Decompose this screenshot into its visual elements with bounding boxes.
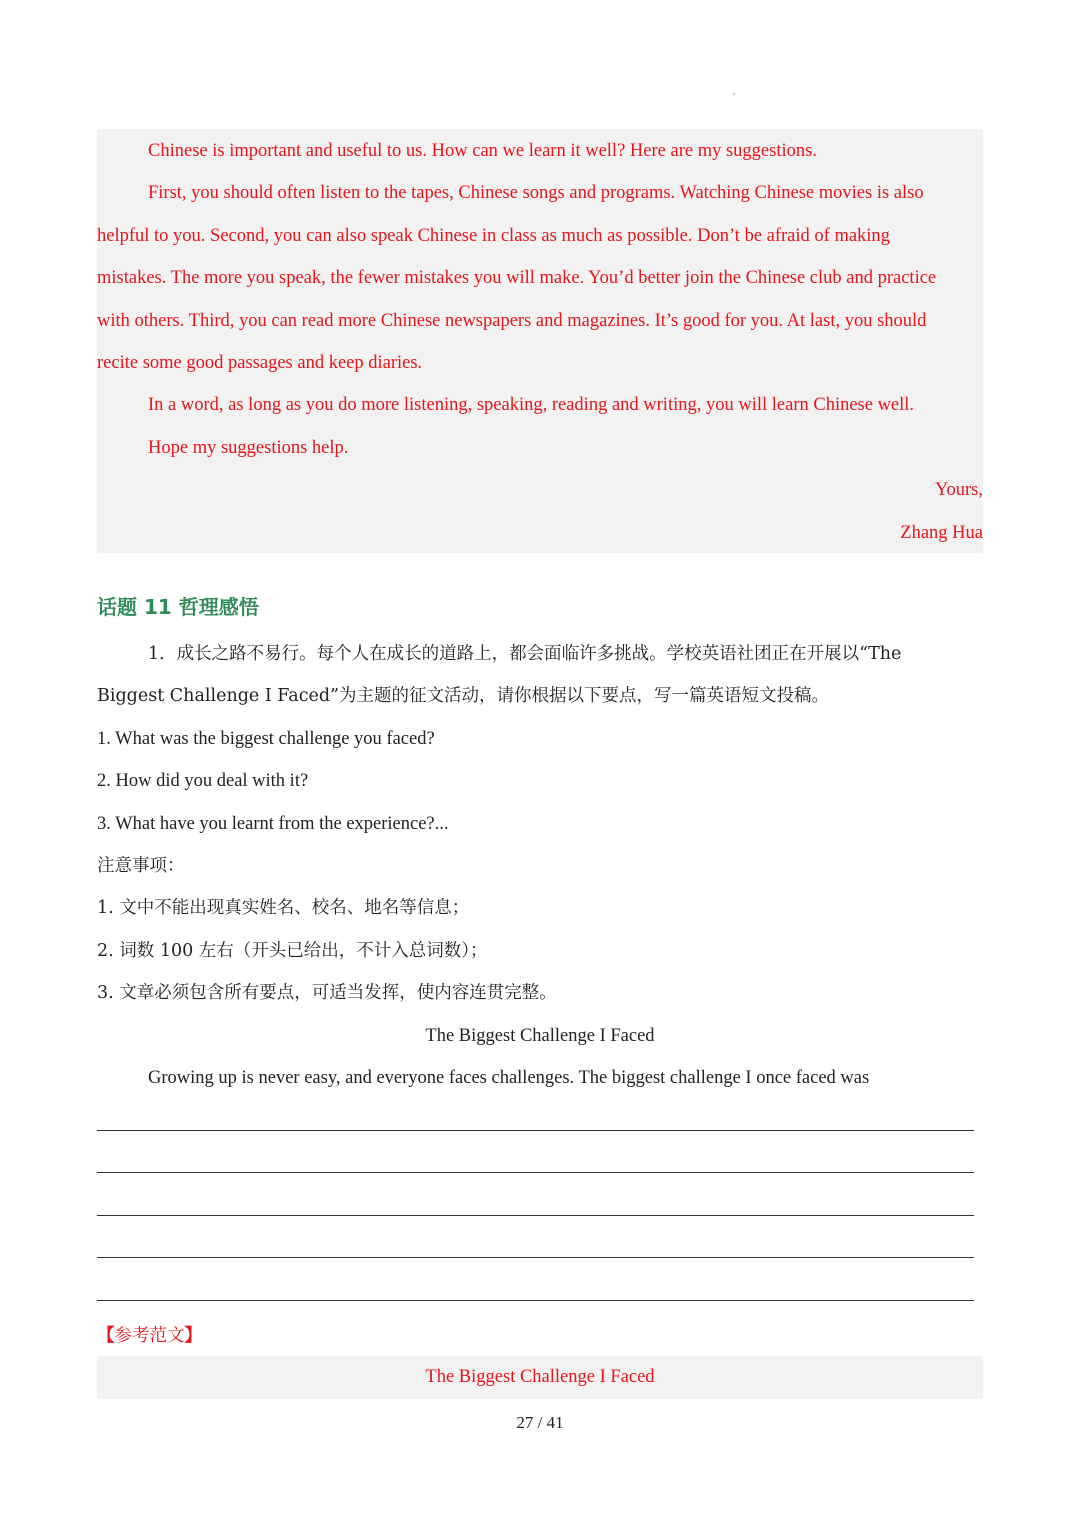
reference-title-bar [97,1356,983,1399]
answer-line: Hope my suggestions help. [148,438,349,458]
answer-line: In a word, as long as you do more listening, speaking, reading and writing, you will learn Chinese well. [148,395,915,415]
note-item: 1. 文中不能出现真实姓名、校名、地名等信息； [97,898,470,918]
answer-line: mistakes. The more you speak, the fewer mistakes you will make. You’d better join the Chinese club and practice [97,268,937,288]
notes-label: 注意事项： [97,856,185,876]
answer-line: recite some good passages and keep diaries. [97,353,423,373]
answer-line: Chinese is important and useful to us. How can we learn it well? Here are my suggestions. [148,141,817,161]
note-item: 3. 文章必须包含所有要点，可适当发挥，使内容连贯完整。 [97,983,557,1003]
reference-title: The Biggest Challenge I Faced [425,1367,655,1387]
answer-line: helpful to you. Second, you can also speak Chinese in class as much as possible. Don’t be afraid of making [97,226,890,246]
reference-label-open: 【 [97,1326,115,1346]
topic-heading: 话题 11 哲理感悟 [97,595,259,619]
answer-line: with others. Third, you can read more Chinese newspapers and magazines. It’s good for you. At last, you should [97,311,927,331]
answer-closing: Yours, [935,480,983,500]
page-number: 27 / 41 [516,1413,564,1432]
writing-line [97,1130,974,1131]
answer-signature: Zhang Hua [900,523,983,543]
writing-line [97,1215,974,1216]
reference-label [97,1322,202,1347]
writing-line [97,1257,974,1258]
writing-line [97,1172,974,1173]
header-mark: , [733,86,736,97]
question-point: 2. How did you deal with it? [97,771,309,791]
question-intro: Biggest Challenge I Faced”为主题的征文活动，请你根据以下要点，写一篇英语短文投稿。 [97,686,829,706]
question-point: 1. What was the biggest challenge you faced? [97,729,435,749]
writing-line [97,1300,974,1301]
note-item: 2. 词数 100 左右（开头已给出，不计入总词数）； [97,941,488,961]
reference-label-close: 】 [184,1326,202,1346]
answer-line: First, you should often listen to the tapes, Chinese songs and programs. Watching Chinese movies is also [148,183,924,203]
essay-opening: Growing up is never easy, and everyone faces challenges. The biggest challenge I once faced was [148,1068,870,1088]
question-intro: 1．成长之路不易行。每个人在成长的道路上，都会面临许多挑战。学校英语社团正在开展以“The [148,644,902,664]
reference-label-text: 参考范文 [114,1326,185,1346]
essay-title: The Biggest Challenge I Faced [425,1026,655,1046]
question-point: 3. What have you learnt from the experience?... [97,814,449,834]
